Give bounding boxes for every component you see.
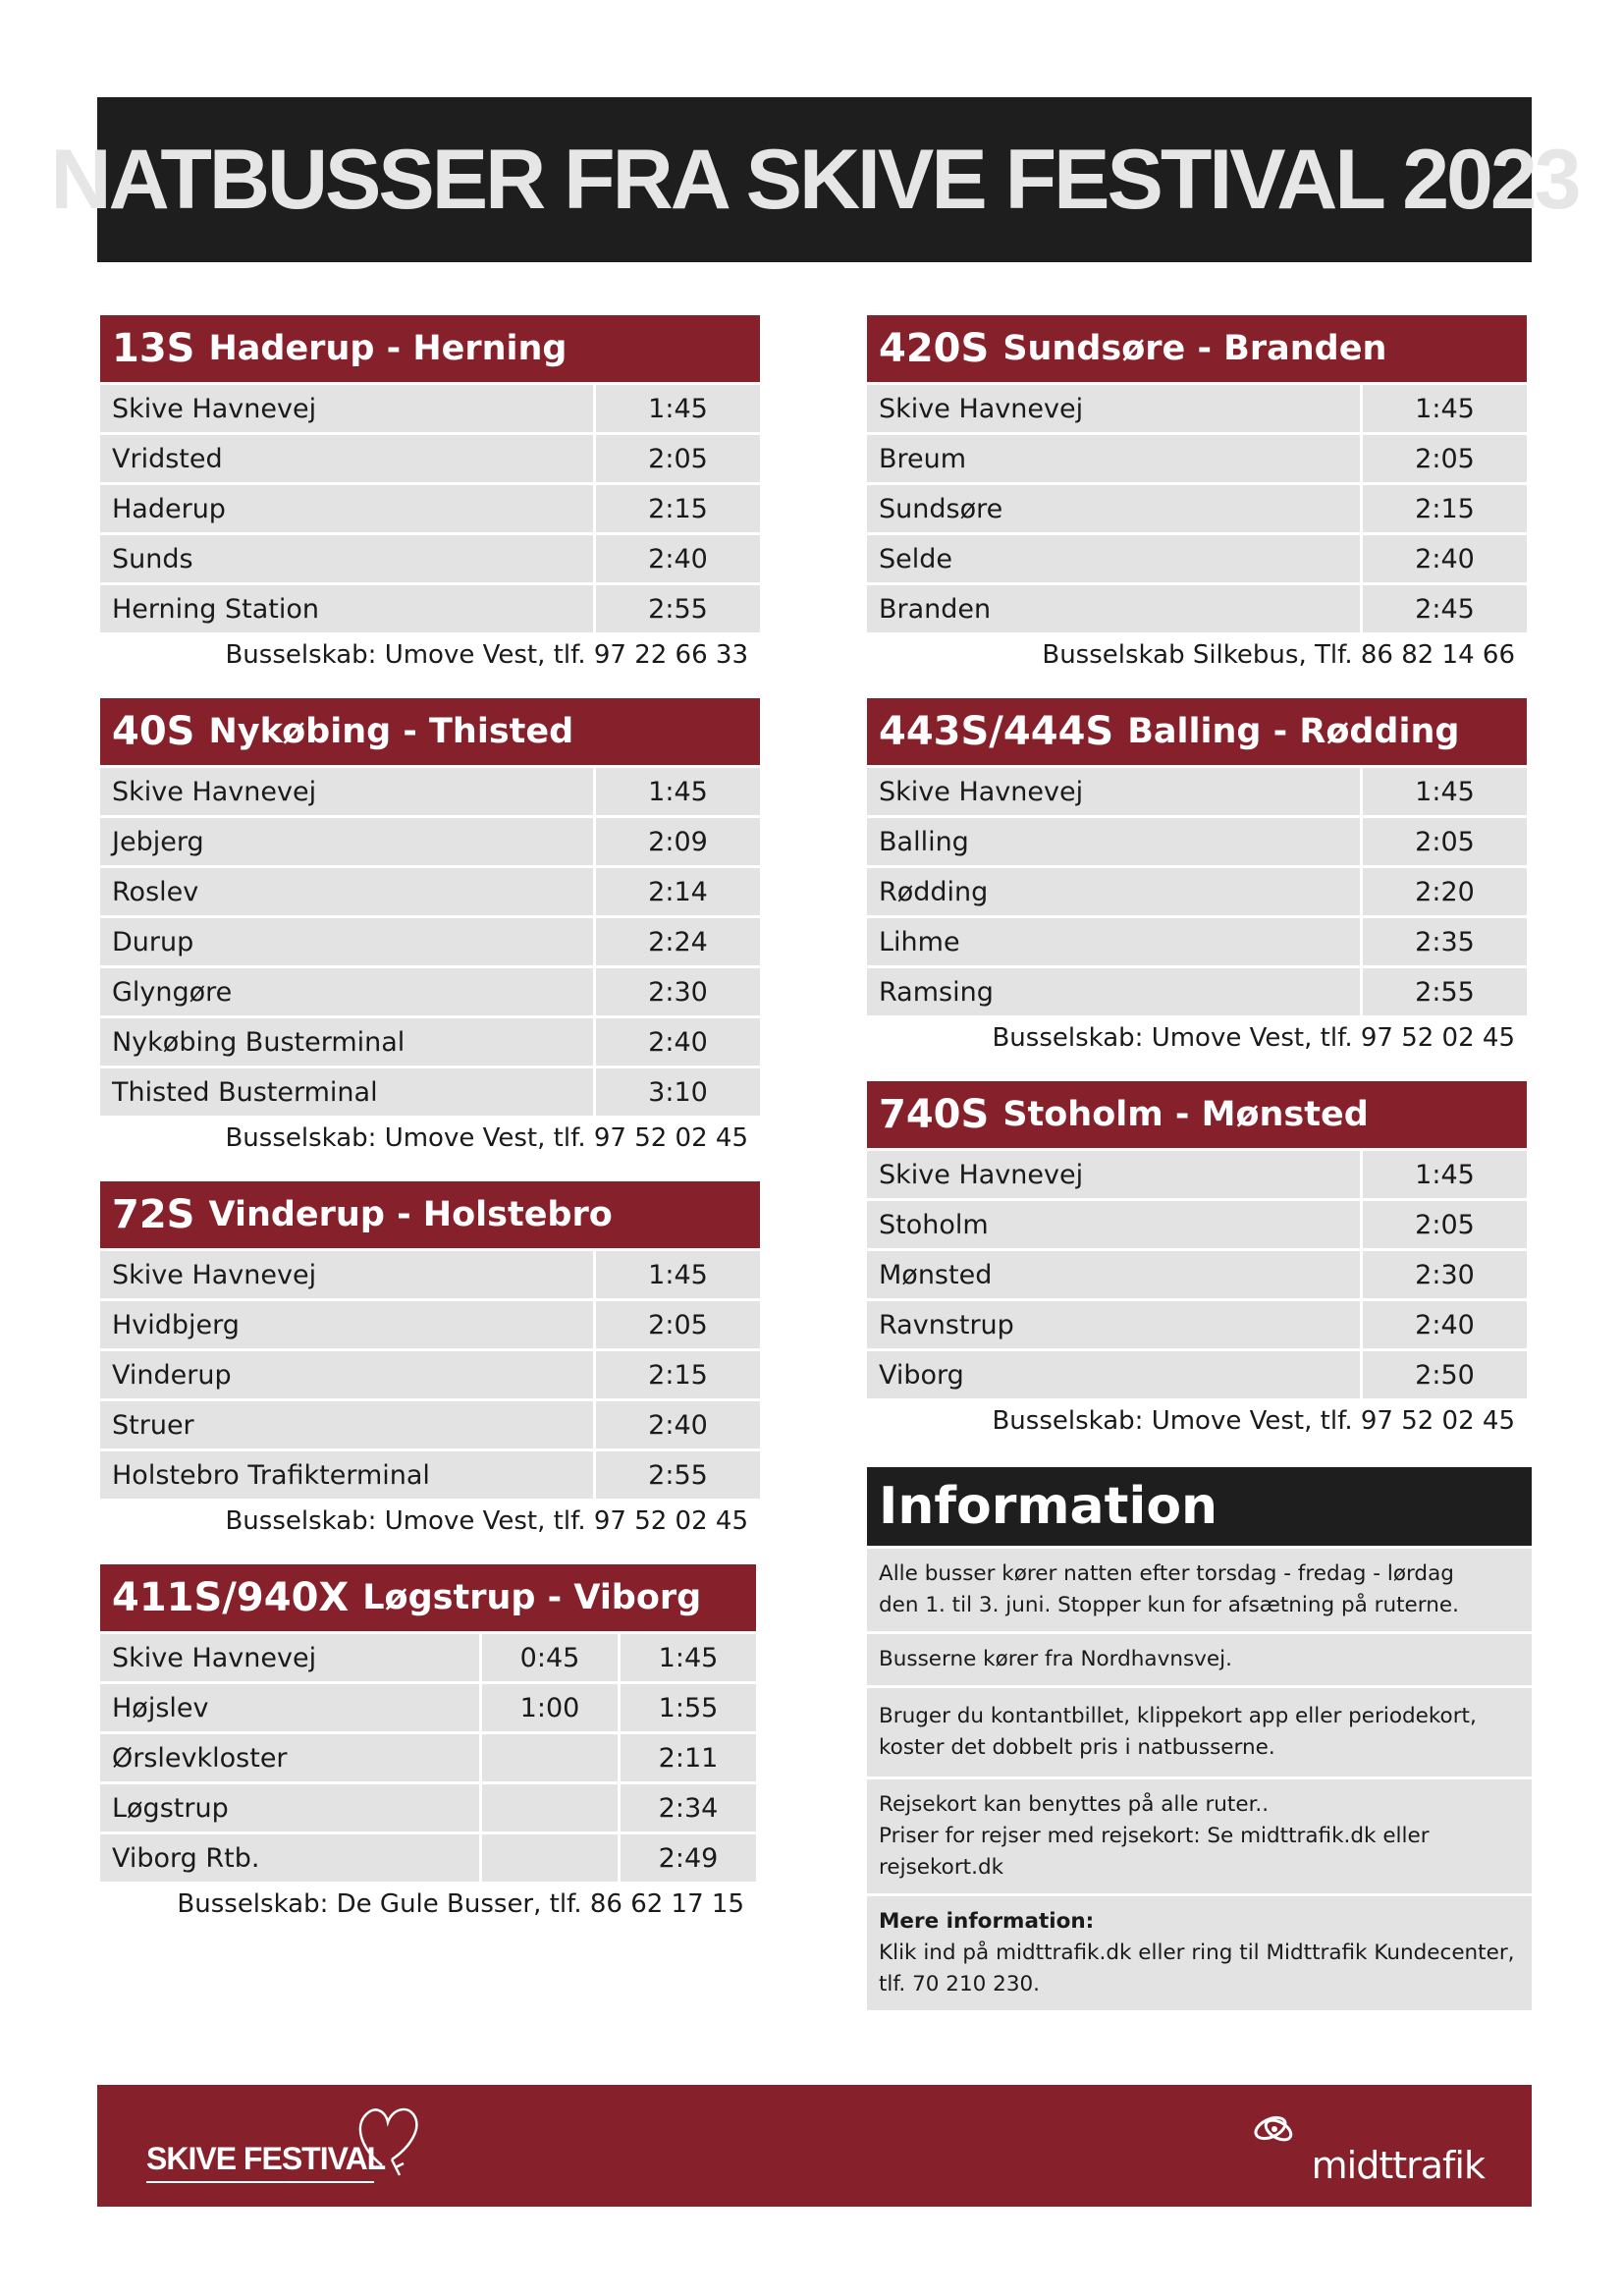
timetable-row — [100, 535, 760, 582]
timetable-row — [867, 1351, 1527, 1398]
departure-time: 1:00 — [482, 1684, 618, 1731]
departure-time: 2:34 — [621, 1784, 756, 1831]
timetable-row — [100, 485, 760, 532]
stop-name: Vridsted — [100, 435, 593, 482]
information-line: Bruger du kontantbillet, klippekort app eller periodekort, — [879, 1704, 1477, 1728]
route-name: Haderup - Herning — [208, 329, 568, 368]
departure-time: 0:45 — [482, 1634, 618, 1681]
stop-name: Roslev — [100, 868, 593, 915]
route-40s — [100, 698, 760, 1162]
information-item — [867, 1779, 1532, 1893]
departure-time — [482, 1784, 618, 1831]
departure-time: 1:45 — [1363, 768, 1527, 815]
route-timetable — [867, 385, 1527, 632]
footer-bar — [97, 2085, 1532, 2207]
route-timetable — [867, 768, 1527, 1015]
route-13s — [100, 315, 760, 679]
stop-name: Sunds — [100, 535, 593, 582]
stop-name: Lihme — [867, 918, 1360, 965]
stop-name: Stoholm — [867, 1201, 1360, 1248]
timetable-row — [100, 918, 760, 965]
stop-name: Struer — [100, 1401, 593, 1449]
timetable-row — [867, 1151, 1527, 1198]
information-line: Rejsekort kan benyttes på alle ruter.. — [879, 1792, 1270, 1817]
stop-name: Glyngøre — [100, 968, 593, 1015]
timetable-row — [100, 1684, 756, 1731]
timetable-row — [100, 868, 760, 915]
timetable-row — [867, 485, 1527, 532]
timetable-row — [867, 768, 1527, 815]
timetable-row — [100, 1834, 756, 1882]
departure-time: 2:40 — [1363, 1301, 1527, 1348]
stop-name: Skive Havnevej — [867, 1151, 1360, 1198]
departure-time: 2:55 — [1363, 968, 1527, 1015]
departure-time: 2:11 — [621, 1734, 756, 1781]
route-header — [100, 1564, 756, 1631]
timetable-row — [100, 1634, 756, 1681]
stop-name: Vinderup — [100, 1351, 593, 1398]
stop-name: Viborg — [867, 1351, 1360, 1398]
stop-name: Holstebro Trafikterminal — [100, 1451, 593, 1499]
stop-name: Rødding — [867, 868, 1360, 915]
departure-time: 2:30 — [1363, 1251, 1527, 1298]
route-timetable — [100, 1251, 760, 1499]
timetable-row — [100, 1018, 760, 1066]
route-number: 420S — [879, 326, 990, 371]
bus-company: Busselskab: Umove Vest, tlf. 97 52 02 45 — [992, 1023, 1515, 1053]
information-item — [867, 1634, 1532, 1685]
timetable-row — [867, 435, 1527, 482]
timetable-row — [100, 585, 760, 632]
route-number: 40S — [112, 709, 195, 754]
information-line: Klik ind på midttrafik.dk eller ring til Midttrafik Kundecenter, — [879, 1941, 1515, 1965]
information-line: Alle busser kører natten efter torsdag - fredag - lørdag — [879, 1561, 1454, 1586]
departure-time: 2:40 — [596, 1018, 760, 1066]
bus-company: Busselskab: Umove Vest, tlf. 97 52 02 45 — [992, 1406, 1515, 1436]
information-panel — [867, 1467, 1532, 2010]
timetable-row — [100, 1401, 760, 1449]
route-name: Sundsøre - Branden — [1002, 329, 1387, 368]
stop-name: Højslev — [100, 1684, 479, 1731]
timetable-row — [867, 585, 1527, 632]
midttrafik-text: midttrafik — [1311, 2144, 1485, 2187]
stop-name: Balling — [867, 818, 1360, 865]
departure-time: 2:05 — [1363, 435, 1527, 482]
departure-time: 2:40 — [1363, 535, 1527, 582]
information-item — [867, 1549, 1532, 1631]
departure-time: 2:15 — [1363, 485, 1527, 532]
departure-time: 1:45 — [596, 1251, 760, 1298]
route-name: Løgstrup - Viborg — [362, 1578, 702, 1617]
midttrafik-logo — [1249, 2106, 1485, 2195]
departure-time: 2:50 — [1363, 1351, 1527, 1398]
departure-time: 1:45 — [596, 768, 760, 815]
route-timetable — [100, 1634, 756, 1882]
information-item — [867, 1688, 1532, 1777]
timetable-row — [100, 1451, 760, 1499]
timetable-row — [867, 1201, 1527, 1248]
stop-name: Jebjerg — [100, 818, 593, 865]
stop-name: Thisted Busterminal — [100, 1068, 593, 1116]
stop-name: Selde — [867, 535, 1360, 582]
timetable-row — [100, 385, 760, 432]
departure-time: 2:55 — [596, 1451, 760, 1499]
stop-name: Durup — [100, 918, 593, 965]
route-420s — [867, 315, 1527, 679]
route-header — [100, 1181, 760, 1248]
timetable-row — [100, 1734, 756, 1781]
timetable-row — [867, 868, 1527, 915]
information-line: tlf. 70 210 230. — [879, 1972, 1041, 1996]
skive-festival-text: SKIVE FESTIVAL — [146, 2141, 386, 2176]
departure-time: 2:24 — [596, 918, 760, 965]
stop-name: Hvidbjerg — [100, 1301, 593, 1348]
route-header — [867, 1081, 1527, 1148]
information-bold-label: Mere information: — [879, 1909, 1095, 1934]
route-name: Stoholm - Mønsted — [1002, 1095, 1369, 1134]
stop-name: Løgstrup — [100, 1784, 479, 1831]
route-header — [867, 315, 1527, 382]
departure-time: 1:45 — [621, 1634, 756, 1681]
departure-time: 2:05 — [1363, 818, 1527, 865]
departure-time: 2:45 — [1363, 585, 1527, 632]
timetable-row — [867, 968, 1527, 1015]
stop-name: Viborg Rtb. — [100, 1834, 479, 1882]
departure-time: 2:20 — [1363, 868, 1527, 915]
skive-festival-logo — [146, 2097, 421, 2195]
timetable-row — [100, 1251, 760, 1298]
stop-name: Skive Havnevej — [100, 385, 593, 432]
bus-company: Busselskab: Umove Vest, tlf. 97 52 02 45 — [225, 1123, 748, 1153]
departure-time — [482, 1734, 618, 1781]
bus-company: Busselskab: Umove Vest, tlf. 97 22 66 33 — [225, 640, 748, 670]
route-740s — [867, 1081, 1527, 1445]
timetable-row — [100, 435, 760, 482]
timetable-row — [867, 818, 1527, 865]
route-411s-940x — [100, 1564, 756, 1928]
stop-name: Branden — [867, 585, 1360, 632]
departure-time: 2:40 — [596, 535, 760, 582]
timetable-row — [100, 1351, 760, 1398]
stop-name: Herning Station — [100, 585, 593, 632]
timetable-row — [867, 535, 1527, 582]
timetable-row — [867, 918, 1527, 965]
departure-time: 1:45 — [596, 385, 760, 432]
departure-time: 2:35 — [1363, 918, 1527, 965]
timetable-row — [867, 385, 1527, 432]
route-timetable — [100, 768, 760, 1116]
stop-name: Sundsøre — [867, 485, 1360, 532]
route-number: 443S/444S — [879, 709, 1114, 754]
departure-time: 2:05 — [596, 1301, 760, 1348]
midttrafik-icon — [1249, 2106, 1308, 2150]
bus-company: Busselskab: De Gule Busser, tlf. 86 62 17 15 — [177, 1889, 744, 1919]
information-line: Priser for rejser med rejsekort: Se midttrafik.dk eller rejsekort.dk — [879, 1824, 1430, 1880]
route-header — [100, 698, 760, 765]
departure-time: 1:45 — [1363, 385, 1527, 432]
departure-time: 2:49 — [621, 1834, 756, 1882]
stop-name: Ravnstrup — [867, 1301, 1360, 1348]
route-timetable — [100, 385, 760, 632]
stop-name: Skive Havnevej — [867, 385, 1360, 432]
information-line: koster det dobbelt pris i natbusserne. — [879, 1735, 1275, 1760]
stop-name: Skive Havnevej — [100, 768, 593, 815]
stop-name: Ramsing — [867, 968, 1360, 1015]
stop-name: Breum — [867, 435, 1360, 482]
route-72s — [100, 1181, 760, 1545]
information-line: den 1. til 3. juni. Stopper kun for afsætning på ruterne. — [879, 1593, 1459, 1617]
departure-time: 2:15 — [596, 485, 760, 532]
departure-time: 2:40 — [596, 1401, 760, 1449]
information-line: Busserne kører fra Nordhavnsvej. — [879, 1647, 1232, 1671]
departure-time: 2:30 — [596, 968, 760, 1015]
bus-company: Busselskab Silkebus, Tlf. 86 82 14 66 — [1042, 640, 1515, 670]
timetable-row — [867, 1301, 1527, 1348]
stop-name: Skive Havnevej — [867, 768, 1360, 815]
stop-name: Nykøbing Busterminal — [100, 1018, 593, 1066]
information-item — [867, 1896, 1532, 2010]
page-title: NATBUSSER FRA SKIVE FESTIVAL 2023 — [50, 132, 1579, 227]
page-header — [50, 97, 1579, 262]
departure-time: 2:14 — [596, 868, 760, 915]
stop-name: Skive Havnevej — [100, 1634, 479, 1681]
route-header — [100, 315, 760, 382]
timetable-row — [867, 1251, 1527, 1298]
bus-company: Busselskab: Umove Vest, tlf. 97 52 02 45 — [225, 1506, 748, 1536]
route-number: 72S — [112, 1192, 195, 1237]
stop-name: Haderup — [100, 485, 593, 532]
logo-underline — [146, 2181, 374, 2183]
timetable-row — [100, 1301, 760, 1348]
departure-time: 2:05 — [596, 435, 760, 482]
timetable-row — [100, 768, 760, 815]
departure-time: 1:45 — [1363, 1151, 1527, 1198]
departure-time: 2:05 — [1363, 1201, 1527, 1248]
stop-name: Skive Havnevej — [100, 1251, 593, 1298]
route-number: 740S — [879, 1092, 990, 1137]
route-number: 411S/940X — [112, 1575, 350, 1620]
departure-time: 1:55 — [621, 1684, 756, 1731]
information-heading: Information — [867, 1467, 1532, 1546]
route-number: 13S — [112, 326, 195, 371]
departure-time: 3:10 — [596, 1068, 760, 1116]
route-443s-444s — [867, 698, 1527, 1062]
departure-time — [482, 1834, 618, 1882]
route-name: Vinderup - Holstebro — [208, 1195, 613, 1234]
departure-time: 2:55 — [596, 585, 760, 632]
route-timetable — [867, 1151, 1527, 1398]
timetable-row — [100, 968, 760, 1015]
route-name: Balling - Rødding — [1127, 712, 1460, 751]
route-header — [867, 698, 1527, 765]
timetable-row — [100, 1784, 756, 1831]
departure-time: 2:15 — [596, 1351, 760, 1398]
timetable-row — [100, 1068, 760, 1116]
route-name: Nykøbing - Thisted — [208, 712, 574, 751]
departure-time: 2:09 — [596, 818, 760, 865]
stop-name: Mønsted — [867, 1251, 1360, 1298]
stop-name: Ørslevkloster — [100, 1734, 479, 1781]
timetable-row — [100, 818, 760, 865]
